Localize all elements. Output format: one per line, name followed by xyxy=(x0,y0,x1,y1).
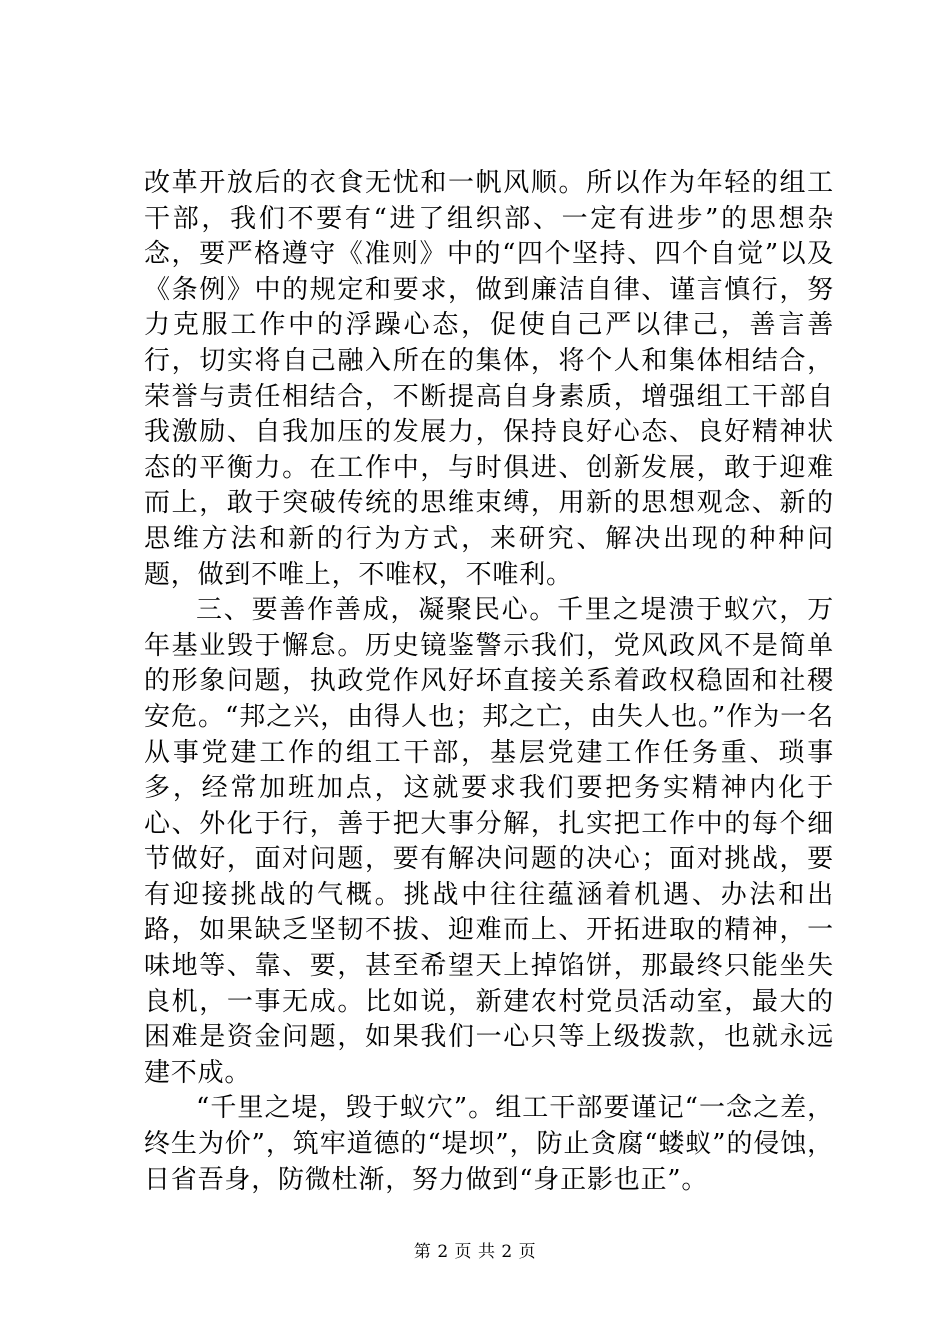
paragraph-section-three: 三、要善作善成，凝聚民心。千里之堤溃于蚁穴，万年基业毁于懈怠。历史镜鉴警示我们，党风政风不是简单的形象问题，执政党作风好坏直接关系着政权稳固和社稷安危。“邦之兴，由得人也；邦之亡，由失人也。”作为一名从事党建工作的组工干部，基层党建工作任务重、琐事多，经常加班加点，这就要求我们要把务实精神内化于心、外化于行，善于把大事分解，扎实把工作中的每个细节做好，面对问题，要有解决问题的决心；面对挑战，要有迎接挑战的气概。挑战中往往蕴涵着机遇、办法和出路，如果缺乏坚韧不拔、迎难而上、开拓进取的精神，一味地等、靠、要，甚至希望天上掉馅饼，那最终只能坐失良机，一事无成。比如说，新建农村党员活动室，最大的困难是资金问题，如果我们一心只等上级拨款，也就永远建不成。 xyxy=(144,595,834,1088)
page-footer: 第 2 页 共 2 页 xyxy=(413,1242,537,1262)
body-text xyxy=(144,166,834,1198)
paragraph-conclusion: “千里之堤，毁于蚁穴”。组工干部要谨记“一念之差，终生为价”，筑牢道德的“堤坝”，防止贪腐“蝼蚁”的侵蚀，日省吾身，防微杜渐，努力做到“身正影也正”。 xyxy=(144,1093,834,1195)
paragraph-continued: 改革开放后的衣食无忧和一帆风顺。所以作为年轻的组工干部，我们不要有“进了组织部、一定有进步”的思想杂念，要严格遵守《准则》中的“四个坚持、四个自觉”以及《条例》中的规定和要求，做到廉洁自律、谨言慎行，努力克服工作中的浮躁心态，促使自己严以律己，善言善行，切实将自己融入所在的集体，将个人和集体相结合，荣誉与责任相结合，不断提高自身素质，增强组工干部自我激励、自我加压的发展力，保持良好心态、良好精神状态的平衡力。在工作中，与时俱进、创新发展，敢于迎难而上，敢于突破传统的思维束缚，用新的思想观念、新的思维方法和新的行为方式，来研究、解决出现的种种问题，做到不唯上，不唯权，不唯利。 xyxy=(144,168,834,590)
